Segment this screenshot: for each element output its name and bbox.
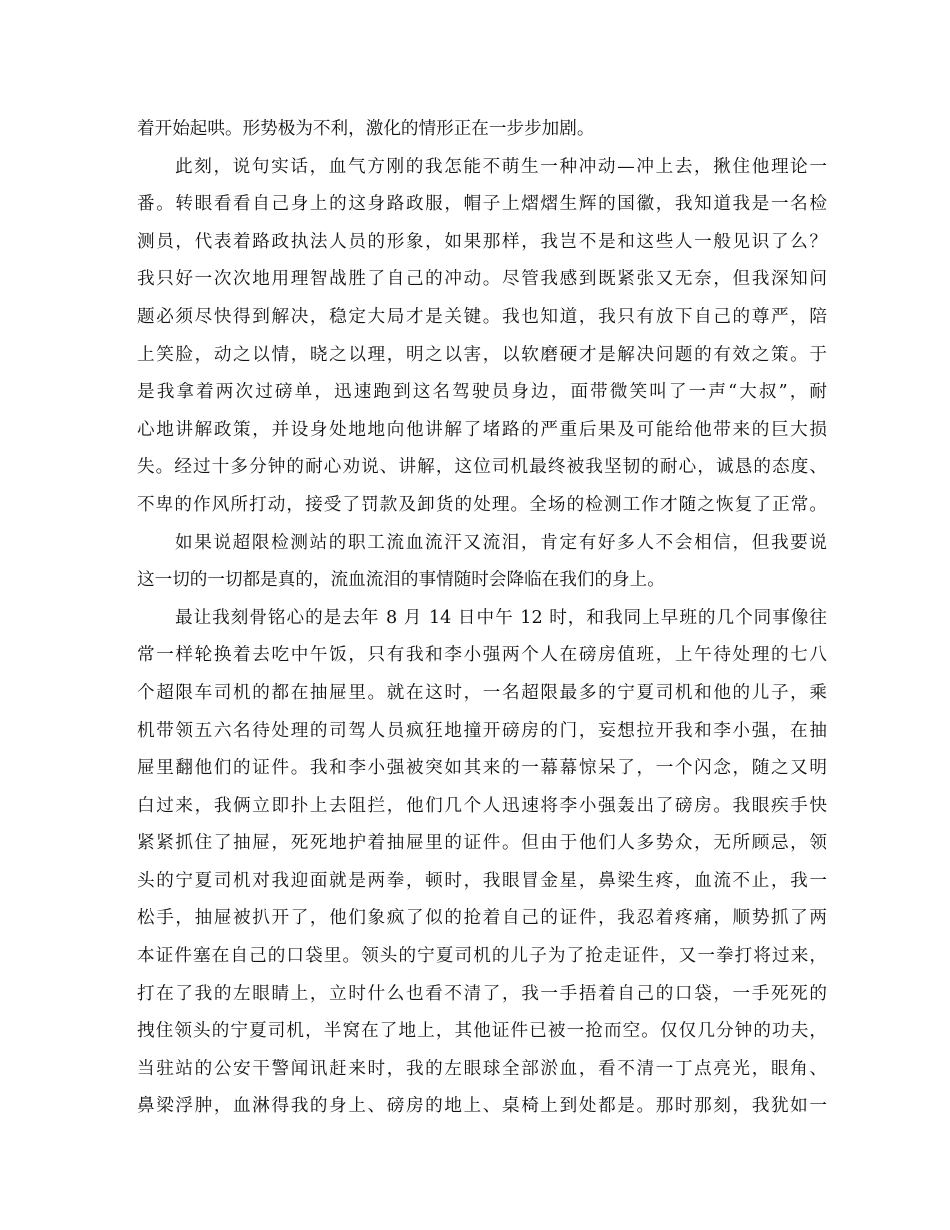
text-line: 上笑脸，动之以情，晓之以理，明之以害，以软磨硬才是解决问题的有效之策。于 <box>137 344 827 365</box>
text-line: 这一切的一切都是真的，流血流泪的事情随时会降临在我们的身上。 <box>137 570 665 591</box>
text-line: 鼻梁浮肿，血淋得我的身上、磅房的地上、桌椅上到处都是。那时那刻，我犹如一 <box>137 1096 827 1117</box>
text-line: 机带领五六名待处理的司驾人员疯狂地撞开磅房的门，妄想拉开我和李小强，在抽 <box>137 720 827 741</box>
text-line: 是我拿着两次过磅单，迅速跑到这名驾驶员身边，面带微笑叫了一声“大叔”，耐 <box>137 382 827 403</box>
paragraph-first-line: 此刻，说句实话，血气方刚的我怎能不萌生一种冲动—冲上去，揪住他理论一 <box>175 156 827 177</box>
text-line: 白过来，我俩立即扑上去阻拦，他们几个人迅速将李小强轰出了磅房。我眼疾手快 <box>137 795 827 816</box>
body-text <box>137 111 827 1126</box>
text-line: 心地讲解政策，并设身处地地向他讲解了堵路的严重后果及可能给他带来的巨大损 <box>137 419 827 440</box>
text-line: 头的宁夏司机对我迎面就是两拳，顿时，我眼冒金星，鼻梁生疼，血流不止，我一 <box>137 870 827 891</box>
text-line: 打在了我的左眼睛上，立时什么也看不清了，我一手捂着自己的口袋，一手死死的 <box>137 983 827 1004</box>
text-line: 个超限车司机的都在抽屉里。就在这时，一名超限最多的宁夏司机和他的儿子，乘 <box>137 682 827 703</box>
text-line: 题必须尽快得到解决，稳定大局才是关键。我也知道，我只有放下自己的尊严，陪 <box>137 306 827 327</box>
text-line: 松手，抽屉被扒开了，他们象疯了似的抢着自己的证件，我忍着疼痛，顺势抓了两 <box>137 908 827 929</box>
text-line: 本证件塞在自己的口袋里。领头的宁夏司机的儿子为了抢走证件，又一拳打将过来， <box>137 946 827 967</box>
paragraph-first-line: 如果说超限检测站的职工流血流汗又流泪，肯定有好多人不会相信，但我要说 <box>175 532 827 553</box>
paragraph-first-line: 最让我刻骨铭心的是去年 8 月 14 日中午 12 时，和我同上早班的几个同事像往 <box>175 607 827 628</box>
text-line: 不卑的作风所打动，接受了罚款及卸货的处理。全场的检测工作才随之恢复了正常。 <box>137 494 827 515</box>
text-line: 当驻站的公安干警闻讯赶来时，我的左眼球全部淤血，看不清一丁点亮光，眼角、 <box>137 1058 827 1079</box>
text-line: 紧紧抓住了抽屉，死死地护着抽屉里的证件。但由于他们人多势众，无所顾忌，领 <box>137 833 827 854</box>
text-line: 着开始起哄。形势极为不利，激化的情形正在一步步加剧。 <box>137 119 595 139</box>
text-line: 我只好一次次地用理智战胜了自己的冲动。尽管我感到既紧张又无奈，但我深知问 <box>137 269 827 290</box>
text-line: 番。转眼看看自己身上的这身路政服，帽子上熠熠生辉的国徽，我知道我是一名检 <box>137 194 827 215</box>
text-line: 拽住领头的宁夏司机，半窝在了地上，其他证件已被一抢而空。仅仅几分钟的功夫， <box>137 1021 827 1042</box>
text-line: 测员，代表着路政执法人员的形象，如果那样，我岂不是和这些人一般见识了么？ <box>137 231 827 252</box>
text-line: 常一样轮换着去吃中午饭，只有我和李小强两个人在磅房值班，上午待处理的七八 <box>137 645 827 666</box>
text-line: 失。经过十多分钟的耐心劝说、讲解，这位司机最终被我坚韧的耐心，诚恳的态度、 <box>137 457 827 478</box>
text-line: 屉里翻他们的证件。我和李小强被突如其来的一幕幕惊呆了，一个闪念，随之又明 <box>137 758 827 779</box>
